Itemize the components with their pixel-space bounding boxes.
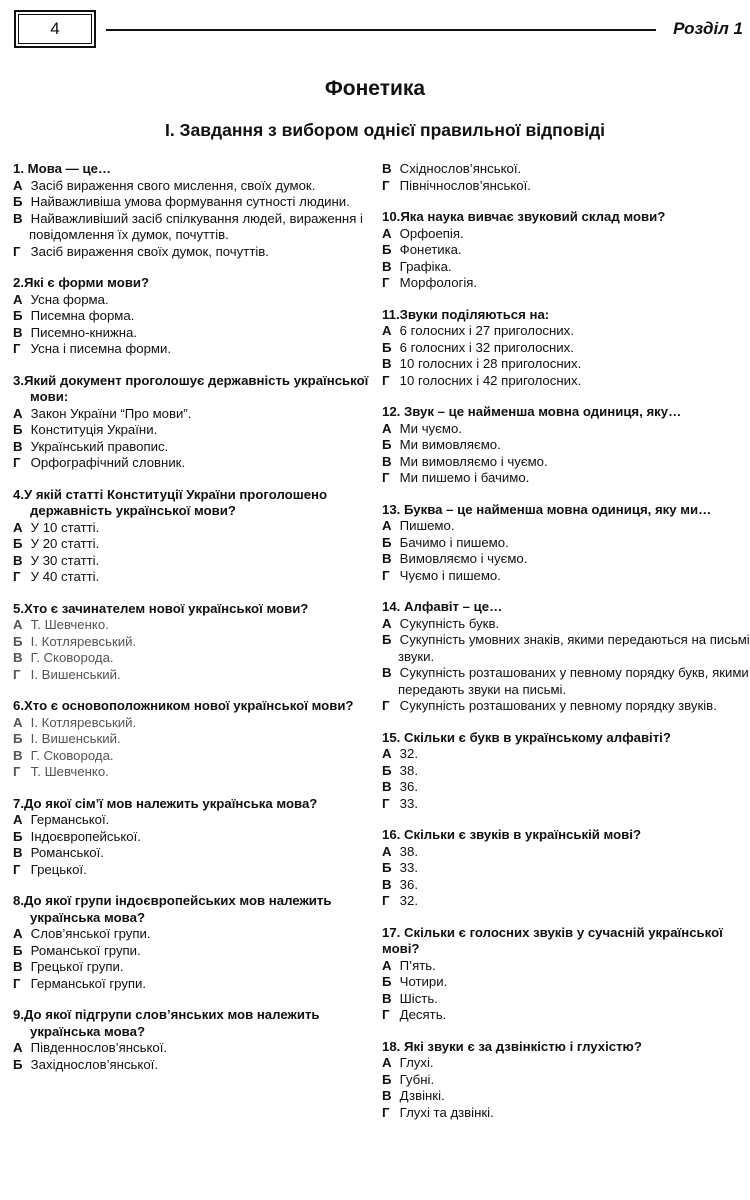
- option-letter: Г: [13, 341, 21, 356]
- answer-option: [382, 275, 750, 292]
- option-text: Орфоепія.: [399, 225, 464, 241]
- option-letter: Г: [13, 243, 21, 259]
- option-text: 32.: [399, 893, 419, 908]
- question-item: [382, 730, 750, 813]
- option-text: І. Вишенський.: [30, 731, 121, 746]
- option-letter: А: [382, 746, 392, 761]
- question-item: [382, 827, 750, 910]
- answer-option: [382, 373, 750, 390]
- answer-option: [382, 974, 750, 991]
- question-text: 9.До якої підгрупи слов’янських мов належить українська мова?: [13, 1007, 320, 1039]
- option-letter: Б: [382, 632, 392, 647]
- option-letter: А: [382, 843, 392, 859]
- answer-option: [382, 763, 750, 780]
- answer-option: [382, 356, 750, 373]
- option-text: 33.: [399, 795, 419, 811]
- option-text: Грецької групи.: [30, 959, 124, 974]
- option-text: Найважливіша умова формування сутності людини.: [30, 194, 350, 209]
- option-text: Найважливіший засіб спілкування людей, вираження і повідомлення їх думок, почуттів.: [29, 210, 363, 242]
- answer-option: [13, 455, 378, 472]
- option-letter: Г: [13, 975, 21, 991]
- question-item: [13, 373, 378, 472]
- option-letter: Б: [13, 1056, 23, 1072]
- answer-option: [382, 746, 750, 763]
- answer-option: [382, 178, 750, 195]
- question-item: [382, 925, 750, 1024]
- answer-option: [382, 991, 750, 1008]
- question-text: 5.Хто є зачинателем нової української мови?: [13, 600, 309, 616]
- option-letter: А: [13, 291, 23, 307]
- option-letter: Б: [13, 633, 23, 649]
- option-text: Т. Шевченко.: [30, 764, 109, 779]
- option-letter: В: [382, 1088, 392, 1103]
- option-text: Чотири.: [399, 974, 448, 989]
- left-column: [13, 161, 378, 1088]
- option-text: П’ять.: [399, 957, 436, 973]
- option-letter: В: [382, 551, 392, 566]
- answer-option: [382, 860, 750, 877]
- answer-option: [382, 259, 750, 276]
- answer-option: [382, 616, 750, 633]
- option-text: 38.: [399, 843, 419, 859]
- answer-option: [13, 211, 378, 244]
- answer-option: [13, 829, 378, 846]
- option-letter: Г: [13, 666, 21, 682]
- answer-option: [13, 553, 378, 570]
- option-letter: В: [382, 356, 392, 371]
- option-text: Орфографічний словник.: [30, 455, 186, 470]
- option-letter: А: [382, 323, 392, 338]
- option-letter: Г: [382, 275, 390, 290]
- option-letter: Г: [382, 1007, 390, 1022]
- option-text: І. Котляревський.: [30, 633, 137, 649]
- option-text: Глухі та дзвінкі.: [399, 1104, 494, 1120]
- option-letter: Б: [382, 437, 392, 452]
- option-text: Засіб вираження своїх думок, почуттів.: [30, 243, 269, 259]
- option-text: Сукупність розташованих у певному порядку звуків.: [399, 698, 717, 713]
- question-text: 3.Який документ проголошує державність української мови:: [13, 372, 369, 404]
- option-text: 10 голосних і 42 приголосних.: [399, 372, 582, 388]
- option-text: 38.: [399, 762, 419, 778]
- answer-option: [13, 862, 378, 879]
- question-text: 15. Скільки є букв в українському алфавіті?: [382, 729, 671, 745]
- answer-option: [13, 1057, 378, 1074]
- page-number-box: [14, 10, 96, 48]
- option-letter: В: [13, 552, 23, 568]
- option-text: Сукупність умовних знаків, якими передаються на письмі звуки.: [398, 632, 750, 664]
- answer-option: [382, 958, 750, 975]
- question-text: 6.Хто є основоположником нової української мови?: [13, 698, 354, 713]
- option-text: Г. Сковорода.: [30, 747, 114, 763]
- option-text: Вимовляємо і чуємо.: [399, 551, 528, 566]
- option-text: Конституція України.: [30, 422, 158, 437]
- option-letter: Б: [13, 731, 23, 746]
- answer-option: [13, 569, 378, 586]
- answer-option: [382, 779, 750, 796]
- option-letter: Г: [382, 1104, 390, 1120]
- option-text: Сукупність розташованих у певному порядку букв, якими передають звуки на письмі.: [398, 665, 749, 697]
- question-item: [382, 1039, 750, 1122]
- question-item: [13, 893, 378, 992]
- option-text: Ми вимовляємо і чуємо.: [399, 453, 548, 469]
- option-text: Усна форма.: [30, 291, 109, 307]
- option-text: 10 голосних і 28 приголосних.: [399, 356, 582, 371]
- option-text: Десять.: [399, 1007, 447, 1022]
- question-text: 8.До якої групи індоєвропейських мов належить українська мова?: [13, 893, 332, 925]
- question-text: 4.У якій статті Конституції України проголошено державність української мови?: [13, 486, 328, 518]
- question-text: 16. Скільки є звуків в українській мові?: [382, 827, 641, 842]
- option-text: Германської.: [30, 812, 110, 827]
- option-text: У 10 статті.: [30, 519, 100, 535]
- answer-option: [382, 454, 750, 471]
- option-letter: В: [13, 438, 23, 454]
- answer-option: [382, 665, 750, 698]
- option-letter: В: [382, 161, 392, 176]
- option-text: Писемно-книжна.: [30, 324, 138, 340]
- question-text: 13. Буква – це найменша мовна одиниця, яку ми…: [382, 501, 712, 517]
- option-text: Глухі.: [399, 1055, 434, 1070]
- option-letter: В: [382, 990, 392, 1006]
- page-number: 4: [50, 19, 60, 38]
- answer-option: [13, 439, 378, 456]
- option-text: У 40 статті.: [30, 569, 100, 584]
- option-letter: В: [13, 959, 23, 974]
- option-text: Східнослов’янської.: [399, 161, 522, 176]
- option-letter: Б: [382, 242, 392, 257]
- option-text: Т. Шевченко.: [30, 617, 109, 632]
- answer-option: [382, 470, 750, 487]
- answer-option: [13, 617, 378, 634]
- option-letter: Г: [13, 861, 21, 877]
- option-letter: А: [382, 225, 392, 241]
- answer-option: [382, 632, 750, 665]
- answer-option: [382, 340, 750, 357]
- option-letter: А: [13, 926, 23, 941]
- option-text: Південнослов’янської.: [30, 1040, 168, 1055]
- question-item: [13, 487, 378, 586]
- answer-option: [13, 845, 378, 862]
- option-letter: Г: [13, 569, 21, 584]
- question-text: 14. Алфавіт – це…: [382, 599, 503, 614]
- answer-option: [382, 1088, 750, 1105]
- option-text: Ми пишемо і бачимо.: [399, 470, 530, 485]
- question-item: [382, 502, 750, 585]
- answer-option: [13, 959, 378, 976]
- answer-option: [13, 715, 378, 732]
- option-text: Західнослов’янської.: [30, 1056, 158, 1072]
- question-text: 12. Звук – це найменша мовна одиниця, яку…: [382, 404, 682, 419]
- option-text: Г. Сковорода.: [30, 650, 114, 665]
- option-text: 6 голосних і 32 приголосних.: [399, 339, 574, 355]
- answer-option: [382, 161, 750, 178]
- option-text: Індоєвропейської.: [30, 828, 141, 844]
- answer-option: [13, 244, 378, 261]
- option-letter: Г: [13, 764, 21, 779]
- option-letter: Б: [382, 534, 392, 550]
- answer-option: [382, 323, 750, 340]
- option-letter: В: [13, 324, 23, 340]
- answer-option: [382, 242, 750, 259]
- option-text: Закон України “Про мови”.: [30, 405, 192, 421]
- option-text: Романської групи.: [30, 942, 141, 958]
- option-letter: Б: [13, 422, 23, 437]
- option-letter: Б: [13, 828, 23, 844]
- option-text: У 20 статті.: [30, 536, 100, 551]
- option-letter: А: [13, 617, 23, 632]
- answer-option: [13, 422, 378, 439]
- question-item: [382, 599, 750, 715]
- option-text: Чуємо і пишемо.: [399, 567, 501, 583]
- answer-option: [13, 308, 378, 325]
- answer-option: [13, 634, 378, 651]
- option-letter: Б: [13, 308, 23, 323]
- section-label: Розділ 1: [673, 19, 743, 38]
- option-letter: Г: [13, 455, 21, 470]
- option-letter: А: [13, 405, 23, 421]
- option-text: І. Котляревський.: [30, 714, 137, 730]
- option-text: Германської групи.: [30, 975, 147, 991]
- answer-option: [382, 796, 750, 813]
- option-letter: А: [13, 714, 23, 730]
- option-text: 36.: [399, 779, 419, 794]
- option-text: Писемна форма.: [30, 308, 135, 323]
- answer-option: [382, 226, 750, 243]
- option-letter: Б: [13, 194, 23, 209]
- option-letter: В: [382, 453, 392, 469]
- option-letter: А: [382, 957, 392, 973]
- question-item: [13, 161, 378, 260]
- option-letter: А: [382, 420, 392, 436]
- option-letter: Б: [13, 942, 23, 958]
- answer-option: [13, 650, 378, 667]
- question-item: [13, 698, 378, 781]
- option-text: Ми вимовляємо.: [399, 437, 501, 452]
- answer-option: [382, 893, 750, 910]
- answer-option: [13, 325, 378, 342]
- option-letter: А: [13, 1040, 23, 1055]
- answer-option: [13, 1040, 378, 1057]
- option-text: Шість.: [399, 990, 438, 1006]
- option-letter: Г: [382, 893, 390, 908]
- answer-option: [13, 406, 378, 423]
- question-item: [382, 307, 750, 390]
- option-letter: В: [382, 665, 392, 680]
- answer-option: [13, 341, 378, 358]
- answer-option: [13, 976, 378, 993]
- option-letter: А: [382, 518, 392, 533]
- page-title: Фонетика: [324, 77, 426, 100]
- option-letter: Б: [382, 974, 392, 989]
- answer-option: [13, 667, 378, 684]
- answer-option: [13, 943, 378, 960]
- answer-option: [13, 520, 378, 537]
- option-letter: В: [13, 747, 23, 763]
- option-letter: А: [382, 615, 392, 631]
- option-letter: Г: [382, 567, 390, 583]
- answer-option: [13, 764, 378, 781]
- option-letter: Б: [382, 860, 392, 875]
- option-text: Слов’янської групи.: [30, 926, 151, 941]
- option-letter: В: [382, 779, 392, 794]
- answer-option: [13, 178, 378, 195]
- option-letter: Г: [382, 372, 390, 388]
- option-letter: Г: [382, 795, 390, 811]
- answer-option: [382, 1105, 750, 1122]
- option-text: Губні.: [399, 1071, 435, 1087]
- answer-option: [382, 1072, 750, 1089]
- option-letter: А: [13, 177, 23, 193]
- question-item: [382, 209, 750, 292]
- answer-option: [13, 731, 378, 748]
- answer-option: [382, 437, 750, 454]
- question-text: 2.Які є форми мови?: [13, 275, 150, 290]
- option-letter: Г: [382, 698, 390, 713]
- option-letter: А: [382, 1055, 392, 1070]
- question-text: 11.Звуки поділяються на:: [382, 306, 550, 322]
- option-letter: В: [13, 845, 23, 860]
- question-item: [13, 796, 378, 879]
- option-text: 33.: [399, 860, 419, 875]
- question-text: 10.Яка наука вивчає звуковий склад мови?: [382, 209, 666, 224]
- option-text: Пишемо.: [399, 518, 455, 533]
- question-item: [13, 601, 378, 684]
- answer-option: [13, 536, 378, 553]
- option-text: 36.: [399, 876, 419, 892]
- option-letter: В: [382, 258, 392, 274]
- question-text: 17. Скільки є голосних звуків у сучасній української мові?: [382, 924, 723, 956]
- option-text: Засіб вираження свого мислення, своїх думок.: [30, 177, 316, 193]
- header-rule: [106, 29, 656, 31]
- option-letter: А: [13, 812, 23, 827]
- option-text: Усна і писемна форми.: [30, 341, 172, 356]
- option-text: Фонетика.: [399, 242, 462, 257]
- option-letter: В: [382, 876, 392, 892]
- option-letter: А: [13, 519, 23, 535]
- option-letter: Б: [382, 339, 392, 355]
- option-text: Ми чуємо.: [399, 420, 462, 436]
- option-text: Бачимо і пишемо.: [399, 534, 509, 550]
- option-text: 32.: [399, 746, 419, 761]
- option-letter: Б: [382, 762, 392, 778]
- option-text: Морфологія.: [399, 275, 478, 290]
- option-letter: В: [13, 210, 23, 226]
- option-text: Північнослов’янської.: [399, 177, 531, 193]
- option-text: Романської.: [30, 845, 104, 860]
- option-letter: Г: [382, 177, 390, 193]
- answer-option: [13, 748, 378, 765]
- option-text: І. Вишенський.: [30, 666, 121, 682]
- option-text: Графіка.: [399, 258, 452, 274]
- answer-option: [382, 1055, 750, 1072]
- answer-option: [382, 844, 750, 861]
- option-letter: Б: [13, 536, 23, 551]
- question-text: 1. Мова — це…: [13, 161, 112, 176]
- question-item: [13, 1007, 378, 1073]
- answer-option: [382, 877, 750, 894]
- option-text: Грецької.: [30, 861, 87, 877]
- answer-option: [382, 535, 750, 552]
- option-text: Сукупність букв.: [399, 615, 500, 631]
- option-letter: Г: [382, 470, 390, 485]
- answer-option: [13, 194, 378, 211]
- question-item: [382, 404, 750, 487]
- answer-option: [382, 1007, 750, 1024]
- answer-option: [382, 551, 750, 568]
- answer-option: [13, 812, 378, 829]
- question-text: 18. Які звуки є за дзвінкістю і глухістю?: [382, 1038, 642, 1054]
- answer-option: [13, 292, 378, 309]
- answer-option: [382, 518, 750, 535]
- option-text: У 30 статті.: [30, 552, 100, 568]
- question-item: [13, 275, 378, 358]
- question-text: 7.До якої сім’ї мов належить українська мова?: [13, 795, 318, 811]
- answer-option: [382, 421, 750, 438]
- section-subtitle: І. Завдання з вибором однієї правильної відповіді: [164, 120, 606, 140]
- option-text: Український правопис.: [30, 438, 169, 454]
- option-letter: Б: [382, 1071, 392, 1087]
- option-text: 6 голосних і 27 приголосних.: [399, 323, 574, 338]
- answer-option: [13, 926, 378, 943]
- option-letter: В: [13, 650, 23, 665]
- right-column: [382, 161, 750, 1136]
- answer-option: [382, 568, 750, 585]
- question-9-continuation: [382, 161, 750, 194]
- answer-option: [382, 698, 750, 715]
- option-text: Дзвінкі.: [399, 1088, 445, 1103]
